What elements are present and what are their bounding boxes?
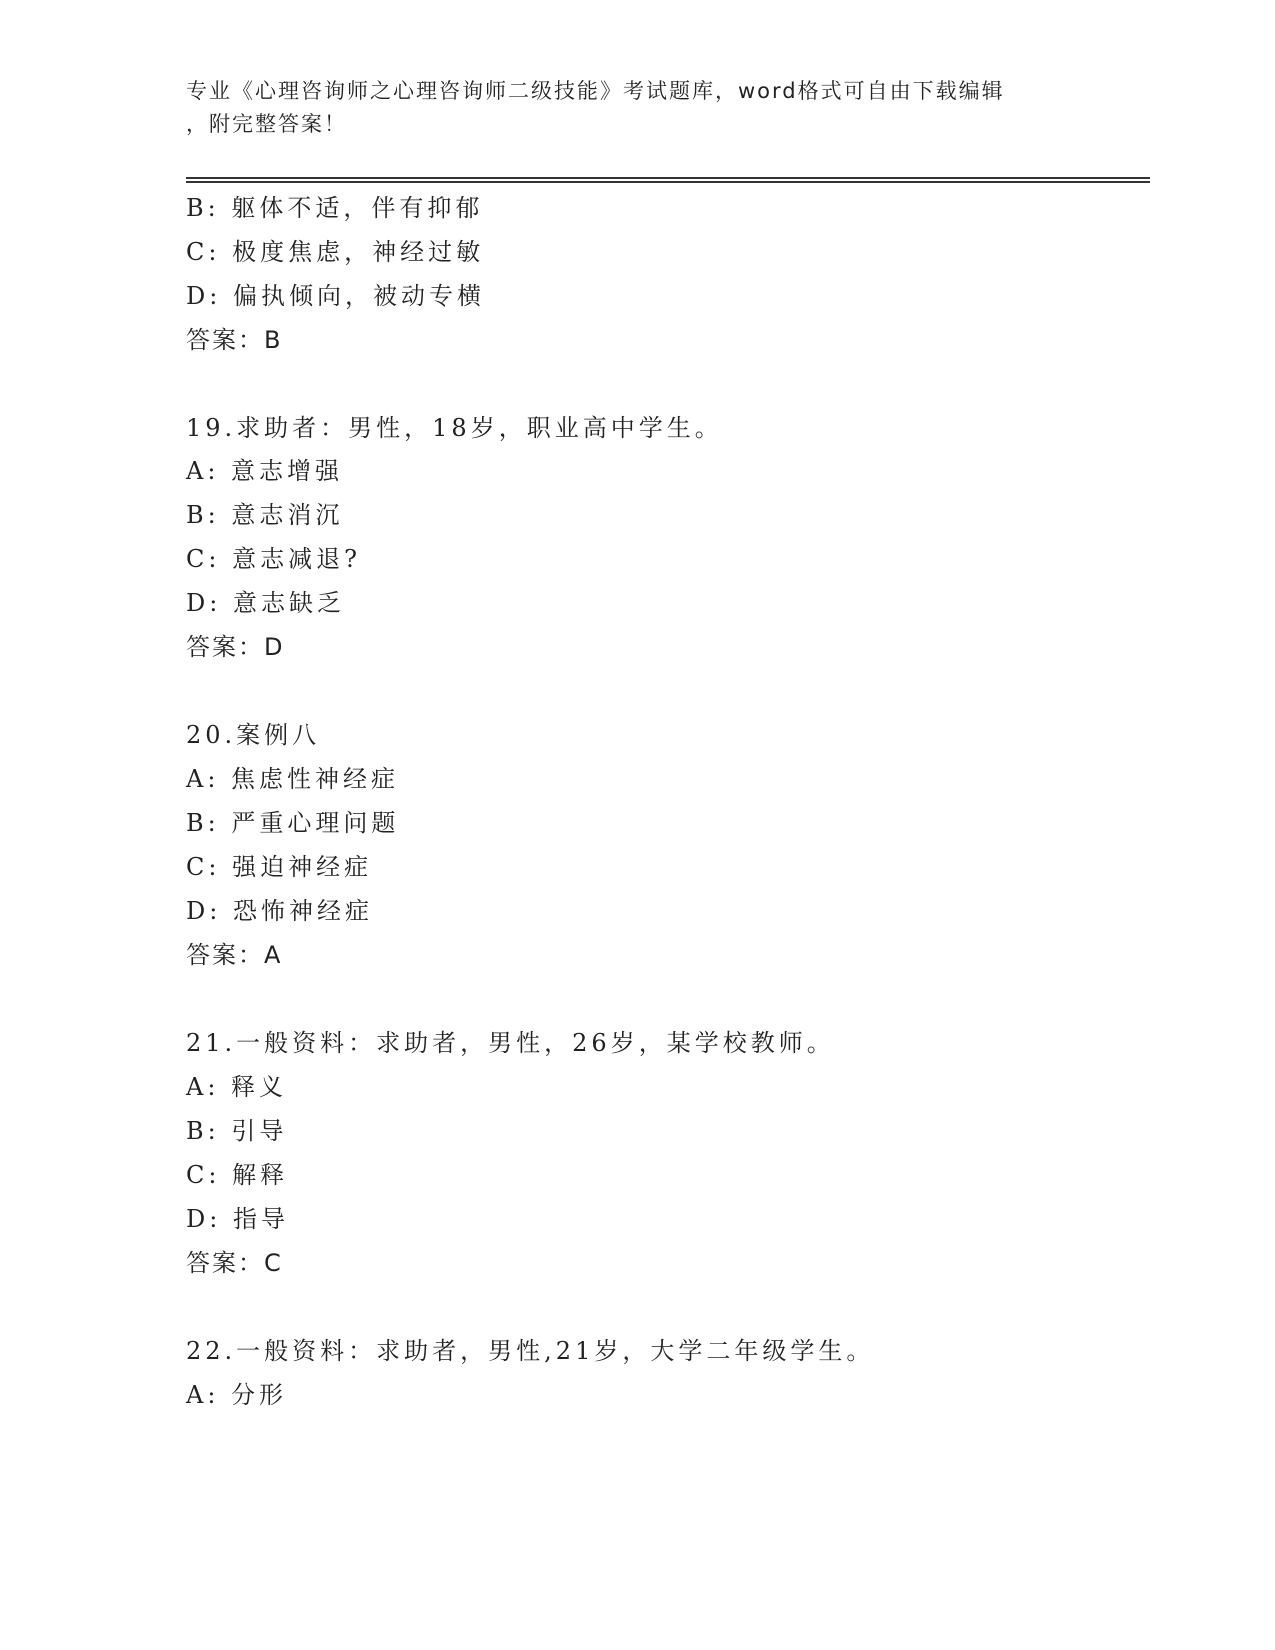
option-a: A: 焦虑性神经症 bbox=[186, 765, 400, 793]
header-title: 专业《心理咨询师之心理咨询师二级技能》考试题库，word格式可自由下载编辑 bbox=[186, 79, 1005, 103]
answer: 答案：B bbox=[186, 326, 283, 354]
option-d: D: 恐怖神经症 bbox=[186, 897, 373, 925]
answer: 答案：D bbox=[186, 633, 285, 661]
option-b: B: 躯体不适，伴有抑郁 bbox=[186, 194, 484, 222]
option-a: A: 释义 bbox=[186, 1073, 288, 1101]
answer: 答案：A bbox=[186, 941, 283, 969]
header-divider-bottom bbox=[186, 181, 1150, 183]
option-c: C: 强迫神经症 bbox=[186, 853, 373, 881]
option-a: A: 分形 bbox=[186, 1381, 288, 1409]
option-c: C: 极度焦虑，神经过敏 bbox=[186, 238, 485, 266]
header-subtitle: ，附完整答案！ bbox=[186, 112, 347, 136]
question-stem: 22.一般资料：求助者，男性,21岁，大学二年级学生。 bbox=[186, 1337, 875, 1365]
option-d: D: 偏执倾向，被动专横 bbox=[186, 282, 485, 310]
option-d: D: 意志缺乏 bbox=[186, 589, 345, 617]
option-b: B: 意志消沉 bbox=[186, 501, 344, 529]
option-c: C: 意志减退? bbox=[186, 545, 361, 573]
question-stem: 20.案例八 bbox=[186, 721, 321, 749]
question-stem: 21.一般资料：求助者，男性，26岁，某学校教师。 bbox=[186, 1029, 835, 1057]
option-b: B: 引导 bbox=[186, 1117, 288, 1145]
option-c: C: 解释 bbox=[186, 1161, 289, 1189]
question-stem: 19.求助者：男性，18岁，职业高中学生。 bbox=[186, 414, 723, 442]
option-a: A: 意志增强 bbox=[186, 457, 344, 485]
answer: 答案：C bbox=[186, 1249, 283, 1277]
option-b: B: 严重心理问题 bbox=[186, 809, 400, 837]
option-d: D: 指导 bbox=[186, 1205, 289, 1233]
header-divider-top bbox=[186, 177, 1150, 179]
